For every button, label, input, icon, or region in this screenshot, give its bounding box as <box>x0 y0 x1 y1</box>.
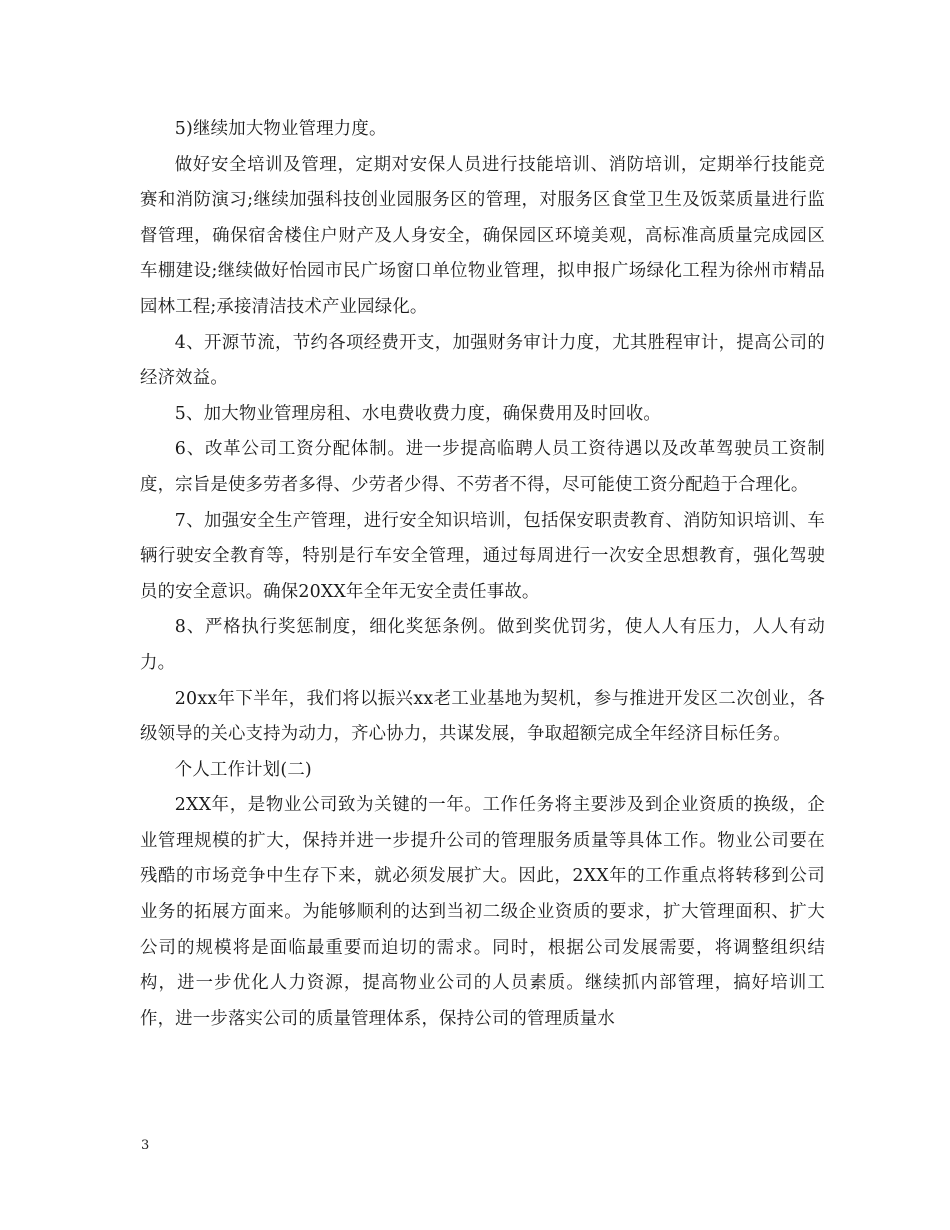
paragraph: 4、开源节流，节约各项经费开支，加强财务审计力度，尤其胜程审计，提高公司的经济效益。 <box>140 332 825 389</box>
paragraph: 5)继续加大物业管理力度。 <box>174 119 387 139</box>
paragraph: 5、加大物业管理房租、水电费收费力度，确保费用及时回收。 <box>174 403 662 424</box>
page-number: 3 <box>141 1138 150 1153</box>
section-heading: 个人工作计划(二) <box>174 759 312 780</box>
paragraph: 做好安全培训及管理，定期对安保人员进行技能培训、消防培训，定期举行技能竞赛和消防演习;继续加强科技创业园服务区的管理，对服务区食堂卫生及饭菜质量进行监督管理，确保宿舍楼住户财产及人身安全，确保园区环境美观，高标准高质量完成园区车棚建设;继续做好怡园市民广场窗口单位物业管理，拟申报广场绿化工程为徐州市精品园林工程;承接清洁技术产业园绿化。 <box>140 154 825 317</box>
paragraph: 6、改革公司工资分配体制。进一步提高临聘人员工资待遇以及改革驾驶员工资制度，宗旨是使多劳者多得、少劳者少得、不劳者不得，尽可能使工资分配趋于合理化。 <box>140 439 825 495</box>
paragraph: 7、加强安全生产管理，进行安全知识培训，包括保安职责教育、消防知识培训、车辆行驶安全教育等，特别是行车安全管理，通过每周进行一次安全思想教育，强化驾驶员的安全意识。确保20XX年全年无安全责任事故。 <box>140 510 825 602</box>
paragraph: 8、严格执行奖惩制度，细化奖惩条例。做到奖优罚劣，使人人有压力，人人有动力。 <box>140 617 825 673</box>
document-body <box>140 112 825 1037</box>
paragraph: 20xx年下半年，我们将以振兴xx老工业基地为契机，参与推进开发区二次创业，各级领导的关心支持为动力，齐心协力，共谋发展，争取超额完成全年经济目标任务。 <box>140 688 825 745</box>
paragraph: 2XX年，是物业公司致为关键的一年。工作任务将主要涉及到企业资质的换级，企业管理规模的扩大，保持并进一步提升公司的管理服务质量等具体工作。物业公司要在残酷的市场竞争中生存下来，就必须发展扩大。因此，2XX年的工作重点将转移到公司业务的拓展方面来。为能够顺利的达到当初二级企业资质的要求，扩大管理面积、扩大公司的规模将是面临最重要而迫切的需求。同时，根据公司发展需要，将调整组织结构，进一步优化人力资源，提高物业公司的人员素质。继续抓内部管理，搞好培训工作，进一步落实公司的质量管理体系，保持公司的管理质量水 <box>140 795 825 1029</box>
